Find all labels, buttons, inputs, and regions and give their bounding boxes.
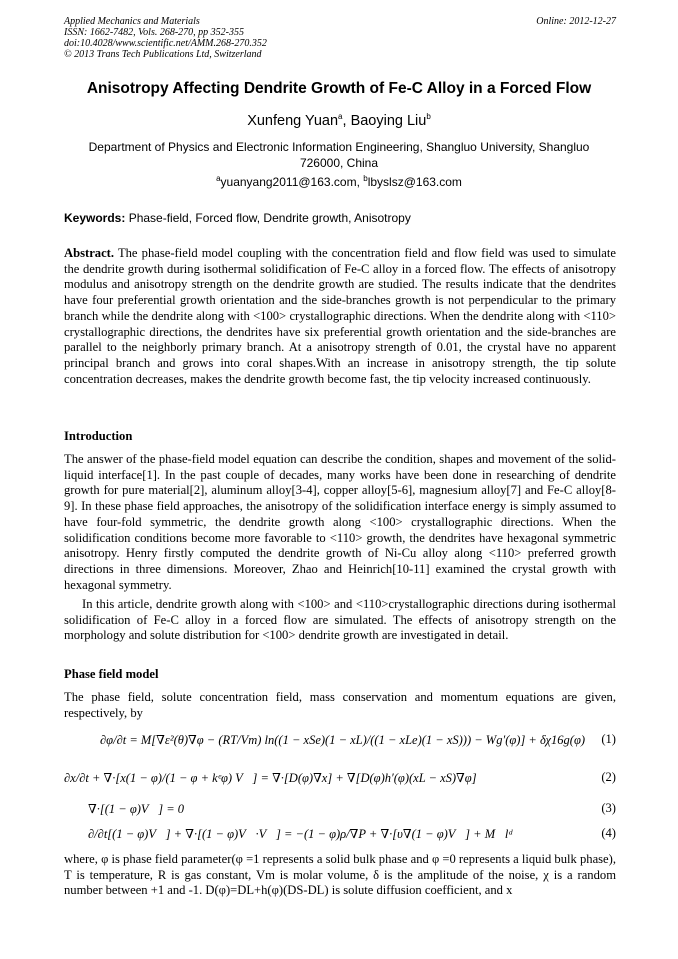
email-b-marker: b — [363, 174, 368, 183]
keywords — [64, 211, 616, 225]
author-line — [40, 113, 638, 129]
author-separator: , — [342, 113, 351, 129]
email-a: yuanyang2011@163.com, — [220, 175, 364, 189]
variable-definitions: where, φ is phase field parameter(φ =1 represents a solid bulk phase and φ =0 represents a liquid bulk phase), T is temperature, R is gas constant, Vm is molar volume, δ is the amplitude of the noise, χ is a random number between +1 and -1. D(φ)=DL+h(φ)(DS-DL) is solute diffusion coefficient, and x — [64, 852, 616, 898]
keywords-label: Keywords: — [64, 211, 126, 225]
equation-2-body: ∂x/∂t + ∇·[x(1 − φ)/(1 − φ + kᵉφ) V⃗] = ∇·[D(φ)∇x] + ∇[D(φ)h′(φ)(xL − xS)∇φ] — [64, 771, 477, 785]
equation-3 — [64, 801, 616, 817]
keywords-text: Phase-field, Forced flow, Dendrite growth, Anisotropy — [125, 211, 411, 225]
phase-field-intro: The phase field, solute concentration field, mass conservation and momentum equations are given, respectively, by — [64, 690, 616, 720]
abstract — [64, 246, 616, 387]
email-line — [40, 175, 638, 189]
abstract-text: The phase-field model coupling with the concentration field and flow field was used to simulate the dendrite growth during isothermal solidification of Fe-C alloy in a forced flow. The effects of anisotropy modulus and anisotropy strength on the dendrite growth are studied. The results indicate that the dendrites have four preferential growth orientation and the side-branches growth is not perpendicular to the primary branch while the dendrite along with <100> crystallographic directions. When the dendrite along with <110> crystallographic directions, the dendrites have six preferential growth orientation and the side-branches are parallel to the neighborly primary branch. At a anisotropy strength of 0.01, the crystal have no apparent principal branch and grows into coral shapes.With an increase in anisotropy strength, the tip solute concentration decreases, makes the dendrite growth become fast, the tip velocity increased continuously. — [64, 246, 616, 386]
author-1: Xunfeng Yuan — [247, 113, 339, 129]
introduction-paragraph-2: In this article, dendrite growth along with <100> and <110>crystallographic directions during isothermal solidification of Fe-C alloy in a forced flow are simulated. The effects of anisotropy strength on the morphology and solute distribution for <100> dendrite growth are investigated in detail. — [64, 597, 616, 643]
introduction-paragraph-1: The answer of the phase-field model equation can describe the condition, shapes and movement of the solid-liquid interface[1]. In the past couple of decades, many works have been done in researching of dendrite growth for pure material[2], aluminum alloy[3-4], copper alloy[5-6], magnesium alloy[7] and Fe-C alloy[8-9]. In these phase field approaches, the anisotropy of the solidification interface energy is simply assumed to have four-fold symmetric, the dendrite growth along <100> crystallographic directions. When the solidification conditions become more favorable to <110> growth, the dendrites have hexagonal symmetric anisotropy. Henry firstly computed the dendrite growth of Ni-Cu alloy along <110> preferred growth directions in three dimensions. Moreover, Zhao and Heinrich[10-11] examined the crystal growth with hexagonal symmetry. — [64, 452, 616, 592]
email-b: lbyslsz@163.com — [367, 175, 462, 189]
author-1-marker: a — [338, 112, 343, 122]
email-a-marker: a — [216, 174, 221, 183]
equation-1 — [64, 732, 616, 748]
author-2-marker: b — [426, 112, 431, 122]
author-2: Baoying Liu — [350, 113, 427, 129]
copyright-line: © 2013 Trans Tech Publications Ltd, Switzerland — [64, 49, 262, 60]
equation-3-body: ∇·[(1 − φ)V⃗] = 0 — [88, 802, 185, 816]
introduction-heading: Introduction — [64, 429, 133, 443]
equation-4 — [64, 826, 616, 842]
equation-1-number: (1) — [601, 732, 616, 746]
equation-3-number: (3) — [601, 801, 616, 815]
equation-2 — [64, 770, 616, 786]
paper-title: Anisotropy Affecting Dendrite Growth of Fe-C Alloy in a Forced Flow — [86, 80, 592, 97]
online-date: Online: 2012-12-27 — [536, 16, 616, 27]
abstract-label: Abstract. — [64, 246, 115, 260]
equation-4-number: (4) — [601, 826, 616, 840]
equation-4-body: ∂/∂t[(1 − φ)V⃗] + ∇·[(1 − φ)V⃗·V⃗] = −(1 − φ)ρ/∇P + ∇·[υ∇(1 − φ)V⃗] + M⃗lᵈ — [88, 827, 513, 841]
journal-name: Applied Mechanics and Materials — [64, 16, 200, 27]
equation-1-body: ∂φ/∂t = M[∇ε²(θ)∇φ − (RT/Vm) ln((1 − xSe)(1 − xL)/((1 − xLe)(1 − xS))) − Wg′(φ)] + δχ16g(φ) — [100, 733, 586, 747]
issn-line: ISSN: 1662-7482, Vols. 268-270, pp 352-355 — [64, 27, 244, 38]
doi-line: doi:10.4028/www.scientific.net/AMM.268-270.352 — [64, 38, 267, 49]
equation-2-number: (2) — [601, 770, 616, 784]
affiliation: Department of Physics and Electronic Information Engineering, Shangluo University, Shangluo 726000, China — [88, 140, 590, 170]
journal-header — [64, 16, 616, 60]
phase-field-heading: Phase field model — [64, 667, 159, 681]
